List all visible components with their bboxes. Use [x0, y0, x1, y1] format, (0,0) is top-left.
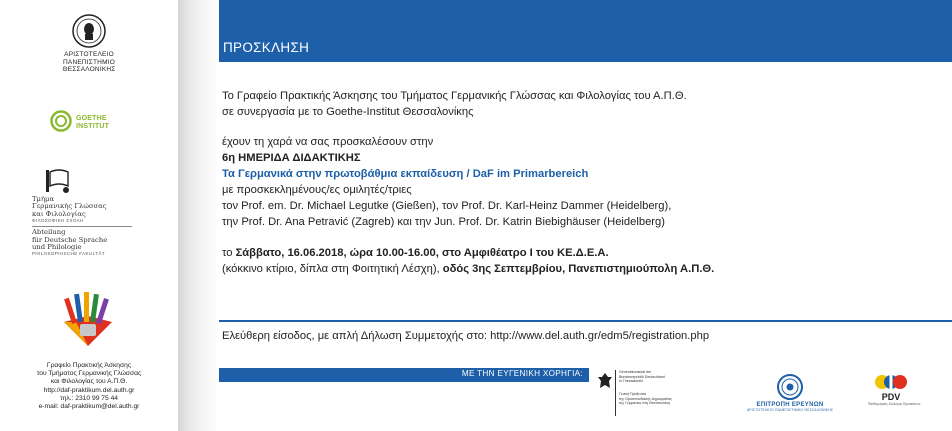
- university-name-line: ΘΕΣΣΑΛΟΝΙΚΗΣ: [62, 66, 116, 73]
- consulate-gr-line: Γενική Πρόξενεία: [619, 392, 647, 396]
- university-name-line: ΠΑΝΕΠΙΣΤΗΜΙΟ: [63, 58, 115, 66]
- department-german-line: für Deutsche Sprache: [32, 235, 108, 244]
- intro-line-3: έχουν τη χαρά να σας προσκαλέσουν στην: [222, 136, 434, 148]
- pdv-logo: [868, 372, 921, 420]
- research-committee-icon: [775, 374, 805, 400]
- department-emblem-icon: [44, 166, 74, 196]
- faculty-greek: ΦΙΛΟΣΟΦΙΚΗ ΣΧΟΛΗ: [32, 218, 84, 224]
- department-greek-line: και Φιλολογίας: [32, 209, 86, 218]
- research-committee-logo: [735, 374, 845, 418]
- event-address: οδός 3ης Σεπτεμβρίου, Πανεπιστημιούπολη Α.Π.Θ.: [442, 263, 715, 275]
- speakers-line-2: την Prof. Dr. Ana Petravić (Zagreb) και την Jun. Prof. Dr. Katrin Biebighäuser (Heidelberg): [222, 216, 665, 228]
- research-committee-name: ΕΠΙΤΡΟΠΗ ΕΡΕΥΝΩΝ: [756, 402, 824, 408]
- office-email-link[interactable]: e-mail: daf-praktikum@del.auth.gr: [38, 403, 140, 411]
- event-name: 6η ΗΜΕΡΙΔΑ ΔΙΔΑΚΤΙΚΗΣ: [222, 152, 361, 164]
- intro-line-1: Το Γραφείο Πρακτικής Άσκησης του Τμήματος Γερμανικής Γλώσσας και Φιλολογίας του Α.Π.Θ.: [222, 90, 687, 102]
- eagle-icon: [597, 372, 613, 390]
- registration-link[interactable]: Ελεύθερη είσοδος, με απλή Δήλωση Συμμετοχής στο: http://www.del.auth.gr/edm5/registration.php: [222, 330, 710, 342]
- pdv-name: PDV: [881, 392, 901, 402]
- consulate-de-line: in Thessaloniki: [619, 379, 643, 384]
- pdv-icon: [874, 372, 908, 392]
- event-location-line: [222, 263, 714, 275]
- faculty-german: PHILOSOPHISCHE FAKULTÄT: [32, 251, 105, 257]
- department-german-line: Abteilung: [32, 228, 66, 237]
- goethe-icon: [50, 110, 72, 132]
- german-consulate-logo: [597, 370, 707, 420]
- speakers-line-1: τον Prof. em. Dr. Michael Legutke (Gießen), τον Prof. Dr. Karl-Heinz Dammer (Heidelberg),: [222, 200, 672, 212]
- pencils-icon: [58, 292, 118, 350]
- department-greek-line: Τμήμα: [32, 195, 55, 203]
- department-divider: [32, 226, 132, 227]
- pdv-sub: Παιδαγωγικός Σύλλογος Προσκόπων: [868, 402, 921, 406]
- consulate-de-line: Bundesrepublik Deutschland: [619, 374, 665, 379]
- content-divider: [219, 320, 952, 322]
- sponsor-bar: [219, 368, 589, 382]
- internship-office-logo: [58, 292, 118, 355]
- sidebar-shadow: [178, 0, 218, 431]
- goethe-name-line: GOETHE: [76, 115, 107, 122]
- sponsor-label: ΜΕ ΤΗΝ ΕΥΓΕΝΙΚΗ ΧΟΡΗΓΙΑ:: [461, 369, 583, 378]
- page-title: ΠΡΟΣΚΛΗΣΗ: [223, 40, 310, 55]
- location-note: (κόκκινο κτίριο, δίπλα στη Φοιτητική Λέσχη),: [222, 263, 443, 275]
- intro-line-2: σε συνεργασία με το Goethe-Institut Θεσσαλονίκης: [222, 106, 474, 118]
- office-contact: [0, 362, 178, 411]
- office-contact-line: Γραφείο Πρακτικής Άσκησης: [46, 362, 132, 369]
- event-subtitle: Τα Γερμανικά στην πρωτοβάθμια εκπαίδευση / DaF im Primarbereich: [222, 168, 589, 180]
- date-prefix: το: [222, 247, 236, 259]
- speakers-intro: με προσκεκλημένους/ες ομιλητές/τριες: [222, 184, 412, 196]
- research-committee-sub: ΑΡΙΣΤΟΤΕΛΕΙΟ ΠΑΝΕΠΙΣΤΗΜΙΟ ΘΕΣΣΑΛΟΝΙΚΗΣ: [746, 408, 834, 412]
- department-german-line: und Philologie: [32, 243, 82, 252]
- event-date: Σάββατο, 16.06.2018, ώρα 10.00-16.00, στο Αμφιθέατρο Ι του ΚΕ.Δ.Ε.Α.: [235, 247, 609, 259]
- consulate-de-line: Generalkonsulat der: [619, 370, 652, 374]
- university-seal-icon: [72, 14, 106, 48]
- goethe-logo: [50, 108, 160, 142]
- consulate-gr-line: της Γερμανίας στη Θεσσαλονίκη: [619, 401, 671, 406]
- university-logo: [0, 14, 178, 74]
- department-logo: [32, 166, 152, 257]
- consulate-divider: [615, 370, 616, 416]
- office-contact-line: του Τμήματος Γερμανικής Γλώσσας: [36, 370, 142, 378]
- header-banner: [219, 0, 952, 62]
- office-contact-line: και Φιλολογίας του Α.Π.Θ.: [50, 378, 128, 386]
- office-website-link[interactable]: http://daf-praktikum.del.auth.gr: [43, 386, 135, 394]
- consulate-gr-line: της Ομοσπονδιακής Δημοκρατίας: [619, 396, 673, 401]
- university-name-line: ΑΡΙΣΤΟΤΕΛΕΙΟ: [64, 51, 114, 58]
- event-date-line: [222, 247, 609, 259]
- office-phone: τηλ.: 2310 99 75 44: [59, 394, 119, 402]
- goethe-name-line: INSTITUT: [76, 123, 110, 130]
- department-greek-line: Γερμανικής Γλώσσας: [32, 202, 107, 211]
